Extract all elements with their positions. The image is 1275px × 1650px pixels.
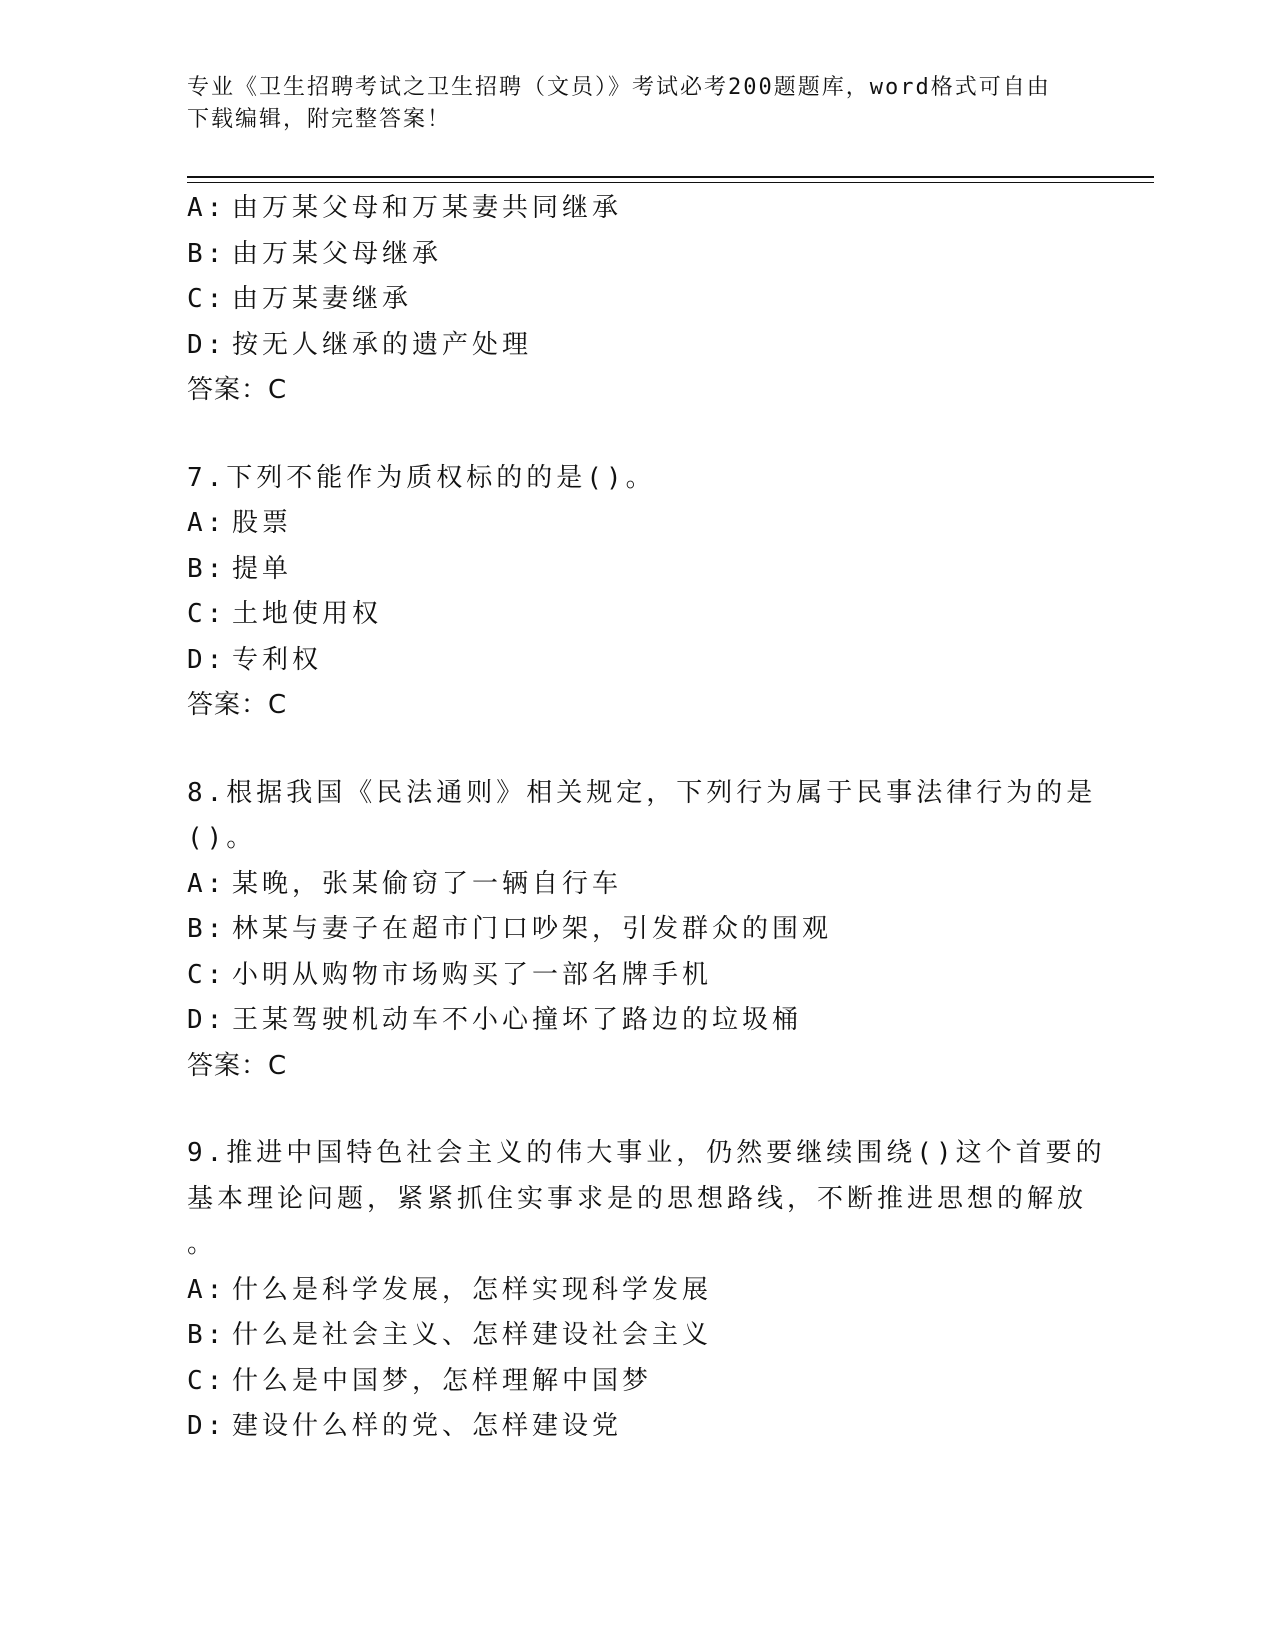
option-text: 建设什么样的党、怎样建设党 [232,1411,623,1441]
question-stem-line-1: 9.推进中国特色社会主义的伟大事业，仍然要继续围绕()这个首要的 [187,1138,1106,1168]
spacer [187,414,1067,456]
option-c [187,1359,1067,1405]
option-key: B: [187,1320,227,1350]
option-d [187,1404,1067,1450]
option-key: C: [187,599,227,629]
option-c [187,592,1067,638]
document-header: 专业《卫生招聘考试之卫生招聘（文员）》考试必考200题题库，word格式可自由下载编辑，附完整答案！ [187,75,1051,132]
option-key: D: [187,1005,227,1035]
question-8 [187,771,1097,1090]
option-text: 由万某父母继承 [232,238,443,269]
option-text: 林某与妻子在超市门口吵架，引发群众的围观 [232,914,833,944]
question-9 [187,1131,1106,1450]
option-key: C: [187,284,227,314]
option-key: A: [187,868,227,899]
option-text: 什么是中国梦，怎样理解中国梦 [232,1365,653,1396]
header-rule-thin [187,182,1154,183]
question-stem-line-2: 基本理论问题，紧紧抓住实事求是的思想路线，不断推进思想的解放 [187,1183,1088,1214]
answer: 答案：C [187,690,288,720]
answer: 答案：C [187,375,288,405]
question-7 [187,456,1067,729]
option-key: A: [187,193,227,223]
option-key: B: [187,914,227,944]
option-text: 小明从购物市场购买了一部名牌手机 [232,959,713,990]
option-text: 某晚，张某偷窃了一辆自行车 [232,868,623,899]
option-b [187,907,1067,953]
question-stem-line-3: 。 [187,1229,218,1259]
option-b [187,1313,1067,1359]
option-key: A: [187,508,227,538]
question-list [187,186,1106,1450]
option-key: A: [187,1274,227,1305]
option-text: 专利权 [232,644,323,675]
question-stem-line-1: 8.根据我国《民法通则》相关规定，下列行为属于民事法律行为的是 [187,777,1097,808]
option-d [187,323,1067,369]
option-a [187,1268,1067,1314]
option-key: D: [187,329,227,360]
option-d [187,638,1067,684]
question-stem-line-2: ()。 [187,823,257,853]
answer: 答案：C [187,1050,288,1081]
option-c [187,953,1067,999]
option-text: 由万某妻继承 [232,284,413,314]
question-stem: 7.下列不能作为质权标的的是()。 [187,462,656,493]
option-key: C: [187,1365,227,1396]
option-c [187,277,1067,323]
question-6 [187,186,1067,414]
spacer [187,1089,1067,1131]
option-key: C: [187,959,227,990]
spacer [187,729,1067,771]
option-text: 股票 [232,508,293,538]
option-b [187,232,1067,278]
option-a [187,862,1067,908]
option-key: D: [187,1411,227,1441]
option-text: 什么是科学发展，怎样实现科学发展 [232,1274,713,1305]
option-text: 按无人继承的遗产处理 [232,329,533,360]
option-b [187,547,1067,593]
option-text: 提单 [232,553,293,584]
option-text: 土地使用权 [232,599,383,629]
option-text: 王某驾驶机动车不小心撞坏了路边的垃圾桶 [232,1005,803,1035]
option-key: D: [187,644,227,675]
option-key: B: [187,238,227,269]
option-a [187,501,1067,547]
option-key: B: [187,553,227,584]
option-d [187,998,1067,1044]
header-rule-thick [187,176,1154,178]
option-text: 由万某父母和万某妻共同继承 [232,193,623,223]
option-a [187,186,1067,232]
option-text: 什么是社会主义、怎样建设社会主义 [232,1320,713,1350]
